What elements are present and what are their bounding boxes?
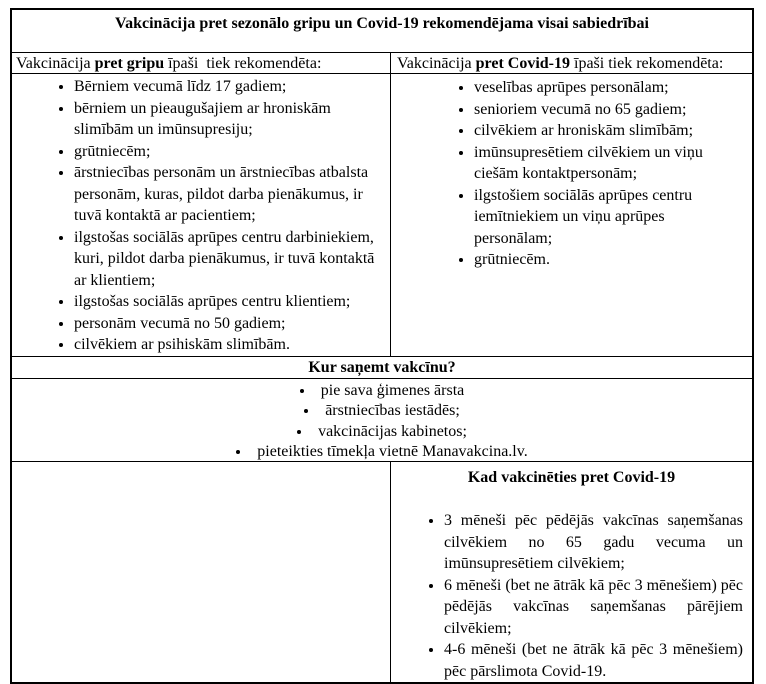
list-item: • senioriem vecumā no 65 gadiem; (474, 99, 746, 121)
list-item: • 3 mēneši pēc pēdējās vakcīnas saņemšanas cilvēkiem no 65 gadu vecuma un imūnsupresētiem cilvēkiem; (444, 510, 743, 575)
list-item: • cilvēkiem ar psihiskām slimībām. (74, 334, 386, 356)
flu-column-header (12, 53, 391, 73)
covid-header-prefix: Vakcinācija (397, 55, 476, 72)
covid-header-suffix: īpaši tiek rekomendēta: (570, 55, 724, 72)
where-options-list (12, 381, 752, 463)
vaccination-table (10, 8, 754, 684)
list-item: • pieteikties tīmekļa vietnē Manavakcina.lv. (12, 442, 752, 463)
list-item: • ārstniecības personām un ārstniecības atbalsta personām, kuras, pildot darba pienākumus, ir tuvā kontaktā ar pacientiem; (74, 162, 386, 227)
list-item: • personām vecumā no 50 gadiem; (74, 313, 386, 335)
covid-header-bold: pret Covid-19 (475, 55, 570, 72)
list-item: • vakcinācijas kabinetos; (12, 422, 752, 443)
list-item: • grūtniecēm. (474, 249, 746, 271)
list-item: • imūnsupresētiem cilvēkiem un viņu ciešām kontaktpersonām; (474, 142, 746, 185)
list-item: • 6 mēneši (bet ne ātrāk kā pēc 3 mēnešiem) pēc pēdējās vakcīnas saņemšanas pārējiem cilvēkiem; (444, 575, 743, 640)
list-item: • cilvēkiem ar hroniskām slimībām; (474, 120, 746, 142)
list-item: • ilgstošiem sociālās aprūpes centru iemītniekiem un viņu aprūpes personālam; (474, 185, 746, 250)
covid-recommendations-cell (391, 74, 752, 356)
where-section-title: Kur saņemt vakcīnu? (12, 357, 752, 379)
list-item: • grūtniecēm; (74, 141, 386, 163)
list-item: • 4-6 mēneši (bet ne ātrāk kā pēc 3 mēnešiem) pēc pārslimota Covid-19. (444, 639, 743, 682)
list-item: • bērniem un pieaugušajiem ar hroniskām slimībām un imūnsupresiju; (74, 98, 386, 141)
when-timing-list (391, 510, 752, 682)
list-item: • pie sava ģimenes ārsta (12, 381, 752, 402)
when-section-title: Kad vakcinēties pret Covid-19 (467, 468, 676, 486)
flu-recommendations-list (12, 76, 390, 356)
covid-column-header (391, 53, 752, 73)
list-item: • Bērniem vecumā līdz 17 gadiem; (74, 76, 386, 98)
document-title: Vakcinācija pret sezonālo gripu un Covid-19 rekomendējama visai sabiedrībai (12, 10, 752, 53)
when-section-cell (391, 462, 752, 683)
empty-cell (12, 462, 391, 683)
covid-recommendations-list (391, 77, 752, 271)
list-item: • ilgstošas sociālās aprūpes centru darbiniekiem, kuri, pildot darba pienākumus, ir tuvā kontaktā ar klientiem; (74, 227, 386, 292)
flu-header-suffix: īpaši tiek rekomendēta: (164, 55, 322, 72)
list-item: • veselības aprūpes personālam; (474, 77, 746, 99)
when-section-row (12, 462, 752, 683)
flu-recommendations-cell (12, 74, 391, 356)
recommendation-lists-row (12, 74, 752, 357)
list-item: • ilgstošas sociālās aprūpes centru klientiem; (74, 291, 386, 313)
column-headers-row (12, 53, 752, 74)
flu-header-bold: pret gripu (94, 55, 165, 72)
list-item: • ārstniecības iestādēs; (12, 401, 752, 422)
where-section-row (12, 379, 752, 462)
flu-header-prefix: Vakcinācija (16, 55, 95, 72)
